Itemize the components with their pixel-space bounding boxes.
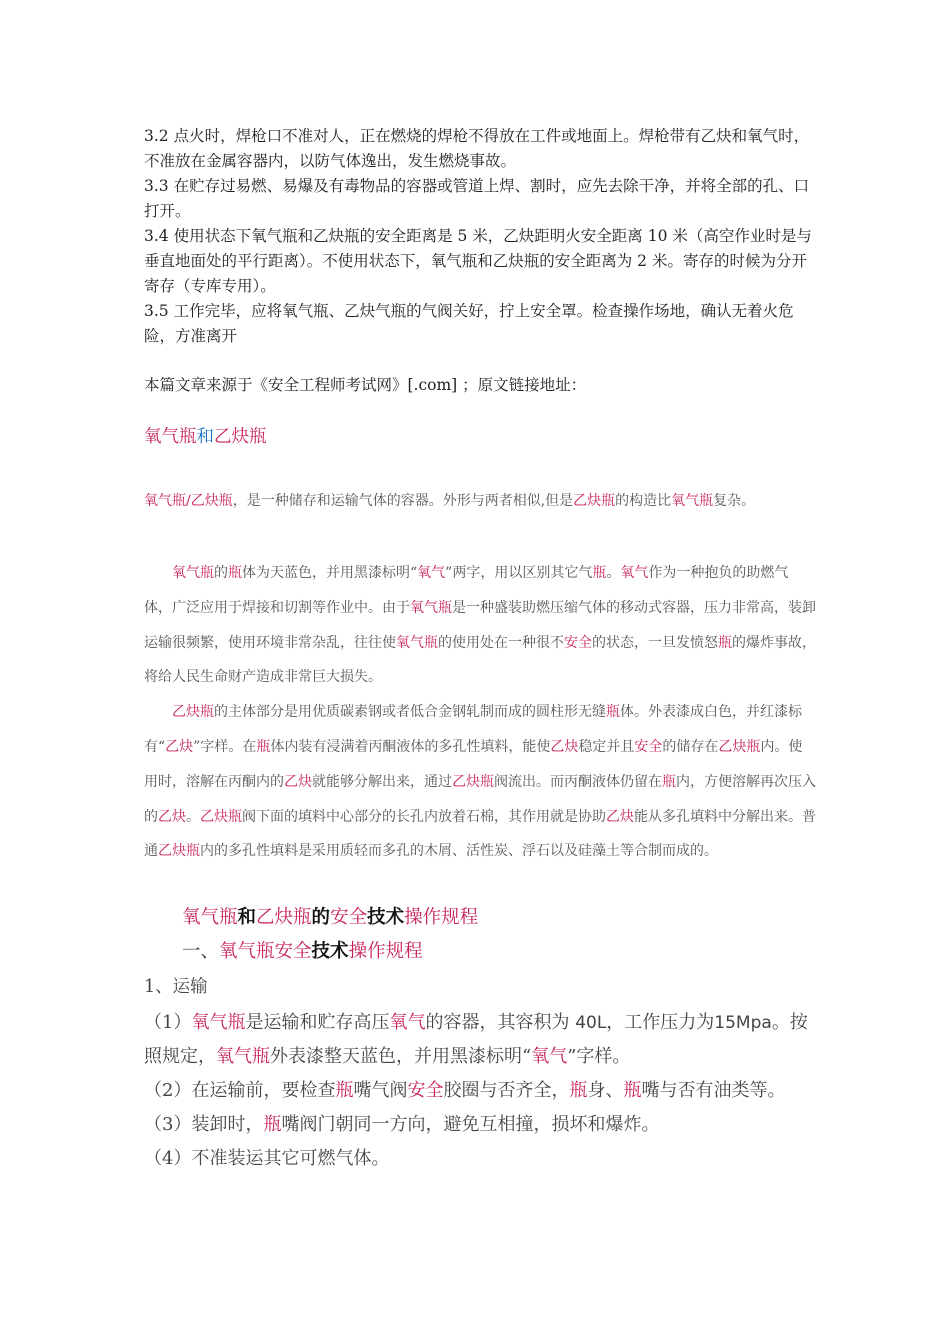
transport-rule-1 [144, 1006, 812, 1074]
text: 作为一种抱负的助燃气体，广泛应用于焊接和切割等作业中。由于 [144, 565, 789, 616]
text: 阀下面的填料中心部分的长孔内放着石棉，其作用就是协助 [242, 808, 606, 825]
text: ，是一种储存和运输气体的容器。外形与两者相似,但是 [232, 493, 574, 509]
subsection-heading [182, 937, 423, 967]
link-part-and[interactable]: 和 [196, 427, 214, 447]
text: 和 [237, 907, 257, 928]
keyword-link[interactable]: 乙炔 [550, 738, 579, 755]
keyword-link[interactable]: 安全 [564, 634, 592, 651]
text: 的 [311, 907, 331, 928]
intro-paragraph [144, 490, 814, 512]
keyword-link[interactable]: 乙炔 [158, 808, 186, 825]
text: 的容器，其容积为 [425, 1012, 576, 1033]
keyword-link[interactable]: 乙炔瓶 [452, 773, 494, 790]
source-note: 本篇文章来源于《安全工程师考试网》[.com] ；原文链接地址： [144, 376, 587, 394]
keyword-link[interactable]: 氧气 [389, 1012, 426, 1033]
text: 的储存在 [662, 738, 719, 755]
text: 40L [575, 1013, 607, 1033]
keyword-link[interactable]: 乙炔瓶 [573, 493, 616, 509]
rule-3-2: 3.2 点火时，焊枪口不准对人，正在燃烧的焊枪不得放在工件或地面上。焊枪带有乙炔和氧气时，不准放在金属容器内，以防气体逸出，发生燃烧事故。 [144, 127, 810, 170]
text: 体。外表漆成白色，并红漆标有“ [144, 704, 802, 755]
keyword-link[interactable]: 瓶 [569, 1080, 588, 1101]
keyword-link[interactable]: 氧气瓶 [216, 1046, 270, 1067]
text: 的 [214, 565, 228, 581]
keyword-link[interactable]: 氧气瓶 [410, 599, 452, 616]
text: 。 [186, 808, 200, 825]
keyword-link[interactable]: 乙炔瓶 [718, 738, 761, 755]
keyword-link[interactable]: 氧气瓶 [396, 634, 438, 651]
text: 的主体部分是用优质碳素钢或者低合金钢轧制而成的圆柱形无缝 [214, 704, 606, 721]
text: ，工作压力为 [606, 1012, 715, 1033]
keyword-link[interactable]: 安全 [274, 941, 312, 962]
keyword-link[interactable]: 乙炔 [165, 738, 194, 755]
transport-title: 1、运输 [144, 977, 208, 997]
text: ”字样。在 [193, 738, 257, 755]
keyword-link[interactable]: 瓶 [662, 773, 676, 790]
transport-rules [144, 1006, 812, 1176]
text: （3）装卸时， [144, 1114, 264, 1135]
text: 一、 [182, 941, 220, 962]
text: 外表漆整天蓝色，并用黑漆标明“ [270, 1046, 532, 1067]
keyword-link[interactable]: 瓶 [256, 738, 271, 755]
keyword-link[interactable]: 氧气瓶/乙炔瓶 [144, 493, 233, 509]
keyword-link[interactable]: 瓶 [335, 1080, 354, 1101]
keyword-link[interactable]: 瓶 [592, 565, 607, 581]
text: 。按照规定， [144, 1012, 808, 1067]
text: 嘴阀门朝同一方向，避免互相撞，损坏和爆炸。 [281, 1114, 660, 1135]
text: 的爆炸事故，将给人民生命财产造成非常巨大损失。 [144, 634, 816, 686]
text: 内的多孔性填料是采用质轻而多孔的木屑、活性炭、浮石以及硅藻土等合制而成的。 [200, 843, 718, 860]
oxygen-cylinder-paragraph [144, 556, 816, 695]
body-paragraphs [144, 556, 816, 869]
text: ”两字，用以区别其它气 [445, 565, 593, 581]
keyword-link[interactable]: 氧气瓶 [172, 565, 214, 581]
keyword-link[interactable]: 乙炔 [284, 773, 312, 790]
keyword-link[interactable]: 操作规程 [348, 941, 423, 962]
section-3-rules [144, 124, 814, 349]
text: （2）在运输前，要检查 [144, 1080, 336, 1101]
keyword-link[interactable]: 瓶 [623, 1080, 642, 1101]
keyword-link[interactable]: 氧气 [531, 1046, 568, 1067]
text: 是运输和贮存高压 [245, 1012, 390, 1033]
text: 阀流出。而丙酮液体仍留在 [494, 773, 662, 790]
link-part-acetylene[interactable]: 乙炔瓶 [214, 427, 267, 447]
transport-rule-4: （4）不准装运其它可燃气体。 [144, 1148, 390, 1169]
text: 的使用处在一种很不 [438, 634, 564, 651]
keyword-link[interactable]: 氧气 [620, 565, 649, 581]
keyword-link[interactable]: 瓶 [606, 704, 620, 721]
text: 体为天蓝色，并用黑漆标明“ [242, 565, 418, 581]
keyword-link[interactable]: 操作规程 [404, 907, 479, 928]
article-link-title[interactable] [144, 425, 814, 449]
text: 体内装有浸满着丙酮液体的多孔性填料，能使 [270, 738, 551, 755]
keyword-link[interactable]: 乙炔 [606, 808, 634, 825]
keyword-link[interactable]: 氧气瓶 [671, 493, 714, 509]
keyword-link[interactable]: 瓶 [718, 634, 732, 651]
text: 的构造比 [615, 493, 672, 509]
transport-rule-3 [144, 1108, 812, 1142]
keyword-link[interactable]: 安全 [407, 1080, 444, 1101]
keyword-link[interactable]: 安全 [634, 738, 663, 755]
text: （1） [144, 1012, 192, 1033]
text: 嘴与否有油类等。 [641, 1080, 786, 1101]
text: 复杂。 [713, 493, 756, 509]
keyword-link[interactable]: 瓶 [263, 1114, 282, 1135]
text: 技术 [367, 907, 405, 928]
text: 能从多孔填料中分解出来。普通 [144, 808, 816, 860]
keyword-link[interactable]: 乙炔瓶 [172, 704, 214, 721]
keyword-link[interactable]: 氧气瓶 [182, 907, 238, 928]
acetylene-cylinder-paragraph [144, 695, 816, 869]
text: 的状态，一旦发愤怒 [592, 634, 718, 651]
keyword-link[interactable]: 乙炔瓶 [158, 843, 200, 860]
text: 就能够分解出来，通过 [312, 773, 452, 790]
keyword-link[interactable]: 乙炔瓶 [256, 907, 312, 928]
text: 嘴气阀 [353, 1080, 408, 1101]
text: 是一种盛装助燃压缩气体的移动式容器，压力非常高，装卸运输很频繁，使用环境非常杂乱，往往使 [144, 599, 816, 651]
section-heading [182, 903, 478, 933]
rule-3-5: 3.5 工作完毕，应将氧气瓶、乙炔气瓶的气阀关好，拧上安全罩。检查操作场地，确认无着火危险，方准离开 [144, 302, 794, 345]
text: 胶圈与否齐全， [443, 1080, 570, 1101]
text: 身、 [587, 1080, 624, 1101]
rule-3-3: 3.3 在贮存过易燃、易爆及有毒物品的容器或管道上焊、割时，应先去除干净，并将全部的孔、口打开。 [144, 177, 810, 220]
text: 内。使用时，溶解在丙酮内的 [144, 738, 803, 790]
keyword-link[interactable]: 氧气瓶 [191, 1012, 246, 1033]
text: 稳定并且 [578, 738, 635, 755]
rule-3-4: 3.4 使用状态下氧气瓶和乙炔瓶的安全距离是 5 米，乙炔距明火安全距离 10 米（高空作业时是与垂直地面处的平行距离）。不使用状态下，氧气瓶和乙炔瓶的安全距离为 2 米。寄存的时候为分开寄存（专库专用）。 [144, 227, 812, 295]
text: ”字样。 [567, 1046, 631, 1067]
text: 内，方便溶解再次压入的 [144, 773, 816, 825]
text: 。 [606, 565, 621, 581]
keyword-link[interactable]: 安全 [330, 907, 368, 928]
keyword-link[interactable]: 瓶 [228, 565, 242, 581]
keyword-link[interactable]: 氧气 [417, 565, 446, 581]
keyword-link[interactable]: 乙炔瓶 [200, 808, 242, 825]
text: 技术 [311, 941, 349, 962]
link-part-oxygen[interactable]: 氧气瓶 [144, 427, 197, 447]
transport-rule-2 [144, 1074, 812, 1108]
keyword-link[interactable]: 氧气瓶 [219, 941, 275, 962]
text: 15Mpa [714, 1013, 772, 1033]
